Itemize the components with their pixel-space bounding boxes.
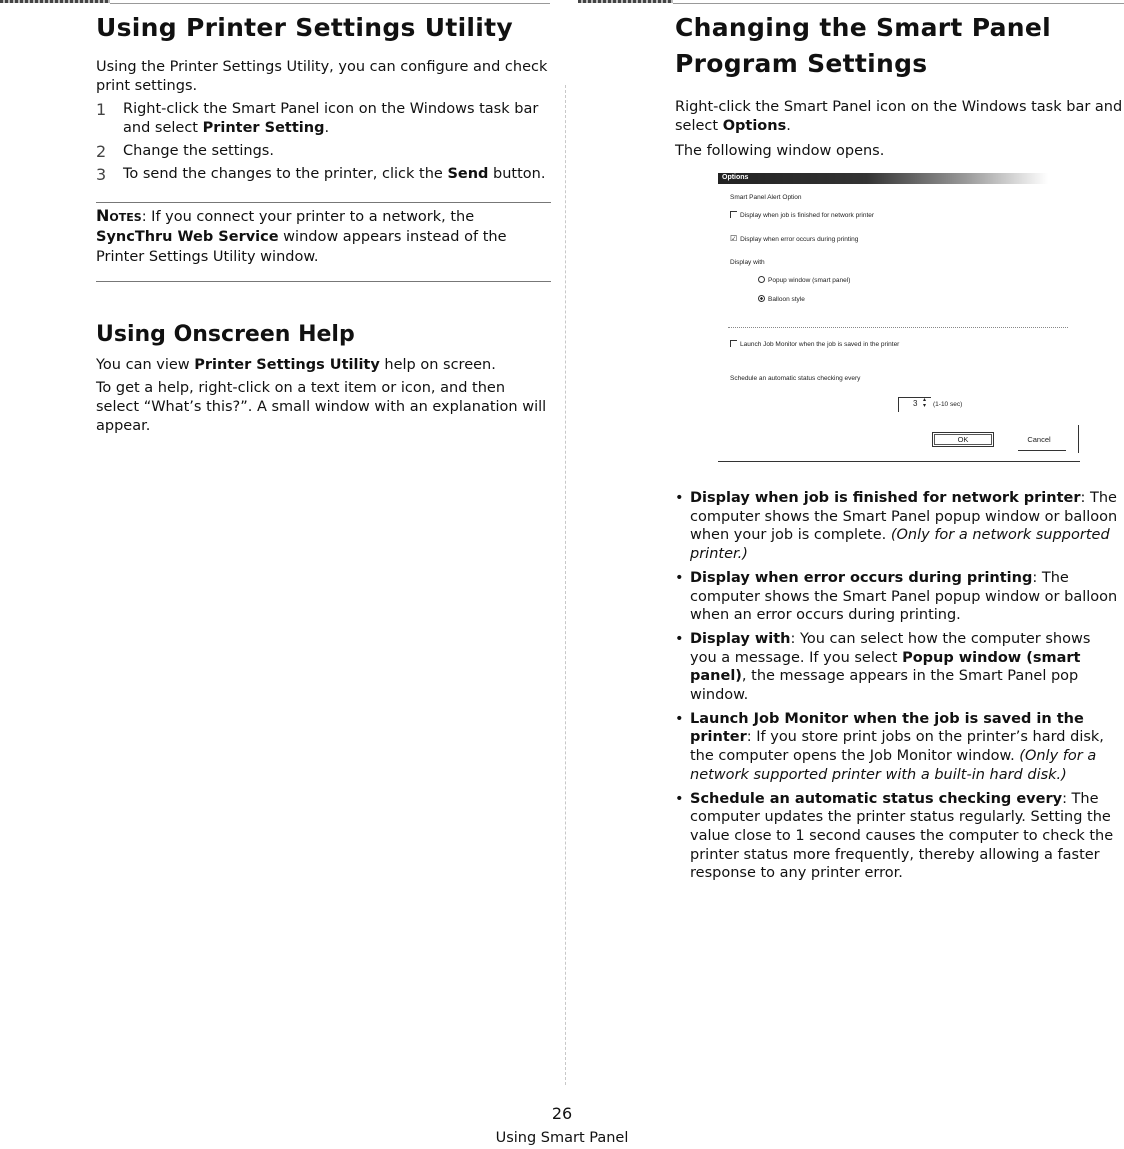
checkmark-icon: ☑	[730, 234, 738, 243]
step-text: Right-click the Smart Panel icon on the Windows task bar and select Printer Setting.	[123, 101, 539, 136]
spinner-arrows-icon: ▴ ▾	[923, 397, 927, 409]
spinner-value: 3	[913, 399, 918, 408]
scan-line-right	[673, 3, 1124, 4]
checkbox-icon	[730, 340, 737, 347]
scan-edge-left	[0, 0, 110, 3]
radio-selected-icon	[758, 295, 765, 302]
bullet-launch-job-monitor: • Launch Job Monitor when the job is saved in the printer: If you store print jobs on the printer’s hard disk, the computer opens the Job Monitor window. (Only for a network supported printer with a built-in hard disk.)	[675, 710, 1121, 785]
interval-spinner[interactable]	[898, 397, 931, 412]
options-intro: Right-click the Smart Panel icon on the Windows task bar and select Options.	[675, 99, 1123, 134]
dialog-right-edge	[1078, 425, 1079, 453]
scan-line-left	[110, 3, 550, 4]
step-3	[96, 165, 551, 184]
alert-option-group-label: Smart Panel Alert Option	[730, 194, 802, 201]
bullet-display-with: • Display with: You can select how the computer shows you a message. If you select Popup window (smart panel), the message appears in the Smart Panel pop window.	[675, 630, 1121, 705]
scan-edge-right	[578, 0, 673, 3]
radio-balloon-style[interactable]: Balloon style	[758, 295, 805, 303]
bullet-job-finished: • Display when job is finished for network printer: The computer shows the Smart Panel popup window or balloon when your job is complete. (Only for a network supported printer.)	[675, 489, 1121, 564]
step-number: 2	[96, 142, 107, 161]
group-separator	[728, 315, 1068, 328]
column-divider	[565, 85, 566, 1085]
dialog-titlebar	[718, 173, 1048, 184]
bullet-error-occurs: • Display when error occurs during printing: The computer shows the Smart Panel popup window or balloon when an error occurs during printing.	[675, 569, 1121, 625]
onscreen-help-p1: You can view Printer Settings Utility help on screen.	[96, 357, 496, 373]
radio-popup-window[interactable]: Popup window (smart panel)	[758, 276, 850, 284]
checkbox-launch-job-monitor[interactable]: Launch Job Monitor when the job is saved in the printer	[730, 340, 899, 348]
notes-label: Notes	[96, 206, 142, 225]
printer-settings-intro: Using the Printer Settings Utility, you can configure and check print settings.	[96, 59, 548, 94]
step-number: 1	[96, 100, 107, 119]
step-text: To send the changes to the printer, click the Send button.	[123, 166, 546, 182]
checkbox-job-finished[interactable]: Display when job is finished for network printer	[730, 211, 874, 219]
step-text: Change the settings.	[123, 143, 274, 159]
section-title-smart-panel-settings: Changing the Smart Panel Program Settings	[675, 13, 1052, 78]
right-column	[675, 10, 1123, 161]
onscreen-help-p2: To get a help, right-click on a text item or icon, and then select “What’s this?”. A small window with an explanation will appear.	[96, 380, 547, 434]
checkbox-icon	[730, 211, 737, 218]
schedule-label: Schedule an automatic status checking every	[730, 375, 861, 382]
cancel-button[interactable]: Cancel	[1027, 435, 1051, 444]
window-opens-text: The following window opens.	[675, 143, 885, 159]
spinner-range: (1-10 sec)	[933, 401, 963, 408]
radio-icon	[758, 276, 765, 283]
cancel-underline	[1018, 450, 1066, 451]
dialog-title: Options	[722, 174, 749, 181]
display-with-label: Display with	[730, 259, 765, 266]
options-dialog-screenshot	[718, 170, 1080, 462]
dialog-bottom-edge	[718, 461, 1080, 462]
section-title-printer-settings: Using Printer Settings Utility	[96, 13, 514, 42]
section-title-onscreen-help: Using Onscreen Help	[96, 322, 355, 347]
left-column	[96, 10, 551, 436]
option-descriptions	[675, 489, 1121, 888]
step-number: 3	[96, 165, 107, 184]
step-2	[96, 142, 551, 161]
footer-section-name: Using Smart Panel	[495, 1130, 629, 1146]
bullet-schedule: • Schedule an automatic status checking every: The computer updates the printer status regularly. Setting the value close to 1 second causes the computer to check the printer status more frequently, thereby allowing a faster response to any printer error.	[675, 790, 1121, 884]
notes-box: Notes: If you connect your printer to a network, the SyncThru Web Service window appears instead of the Printer Settings Utility window.	[96, 202, 551, 282]
steps-list	[96, 100, 551, 184]
page-number: 26	[551, 1104, 573, 1123]
ok-button[interactable]: OK	[932, 432, 994, 447]
step-1	[96, 100, 551, 138]
checkbox-error-occurs[interactable]: ☑ Display when error occurs during printing	[730, 234, 859, 243]
